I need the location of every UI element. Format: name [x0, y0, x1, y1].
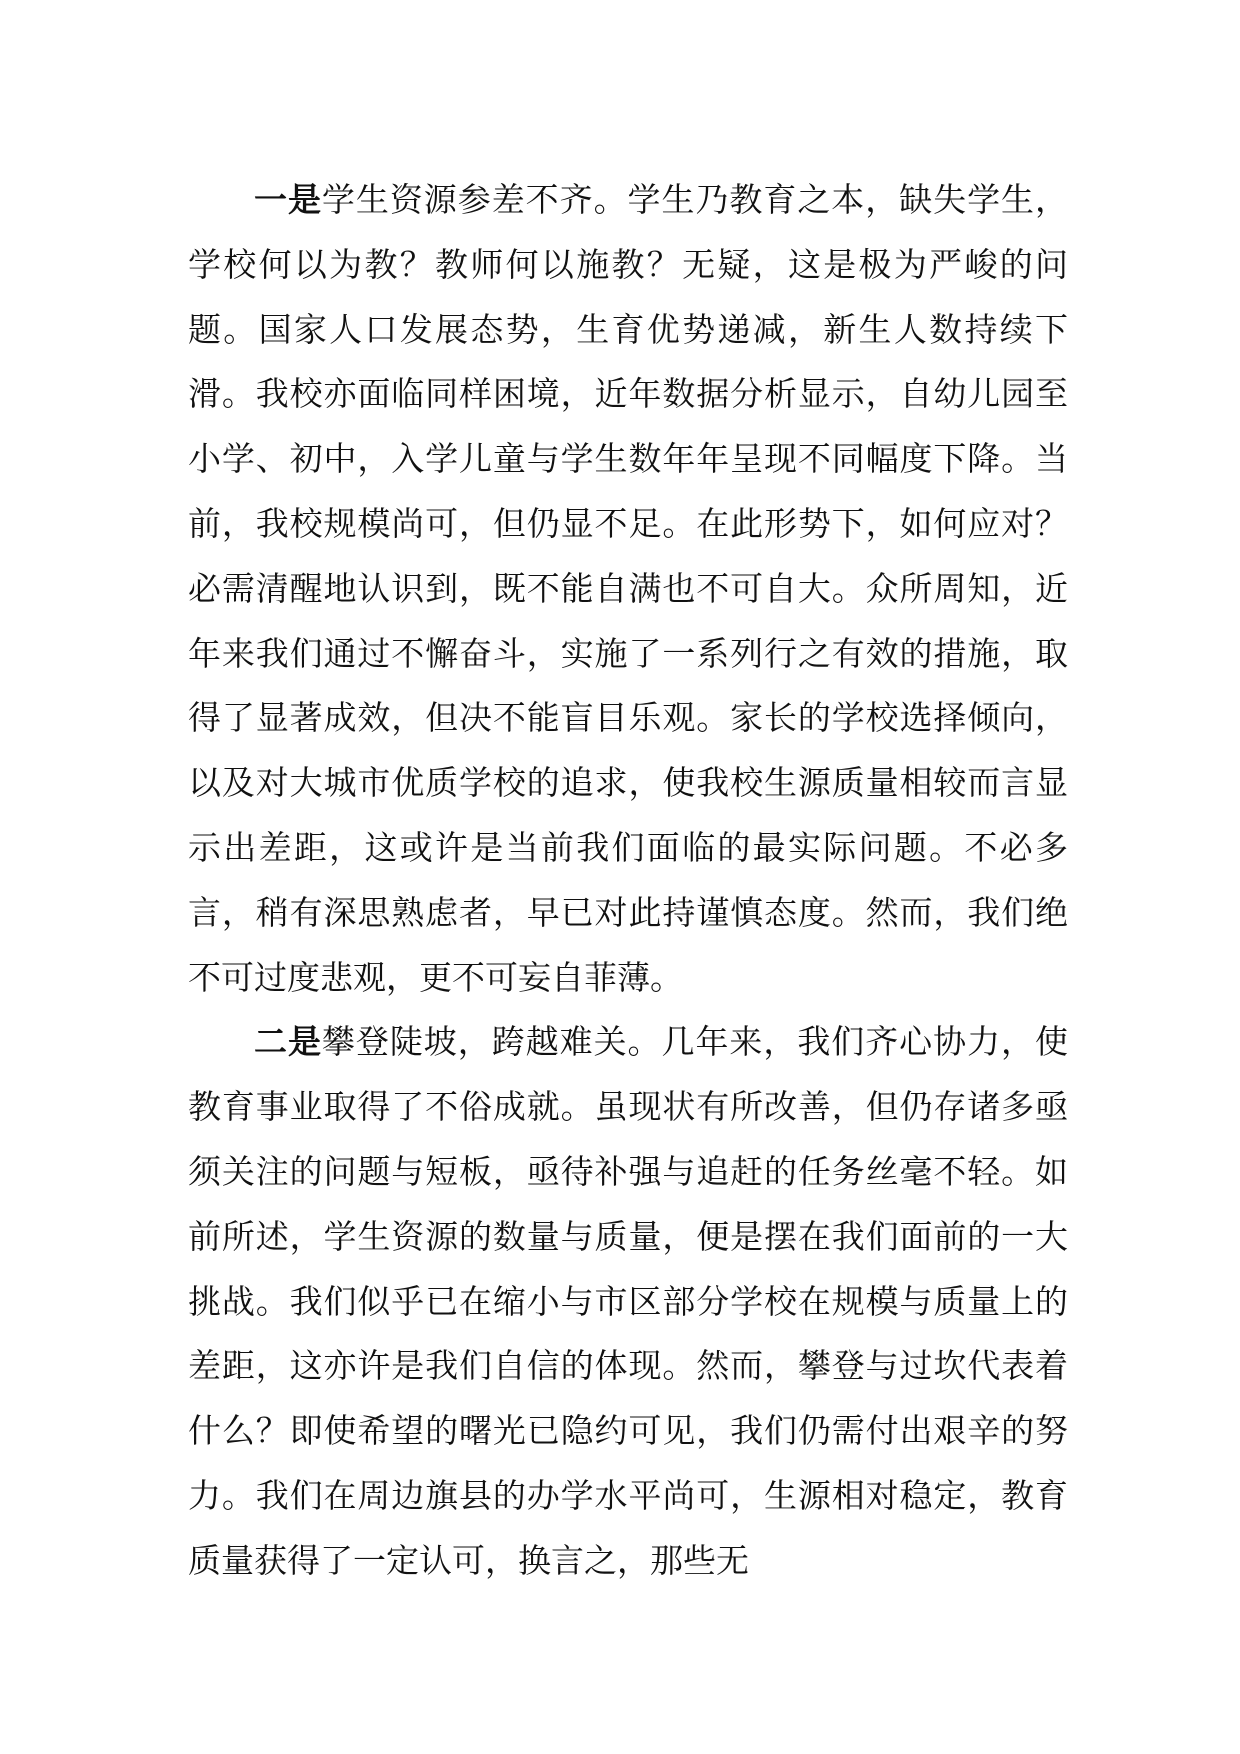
paragraph-1 — [188, 168, 1068, 1010]
document-body — [188, 168, 1068, 1594]
paragraph-2-text: 攀登陡坡，跨越难关。几年来，我们齐心协力，使教育事业取得了不俗成就。虽现状有所改善，但仍存诸多亟须关注的问题与短板，亟待补强与追赶的任务丝毫不轻。如前所述，学生资源的数量与质量，便是摆在我们面前的一大挑战。我们似乎已在缩小与市区部分学校在规模与质量上的差距，这亦许是我们自信的体现。然而，攀登与过坎代表着什么？即使希望的曙光已隐约可见，我们仍需付出艰辛的努力。我们在周边旗县的办学水平尚可，生源相对稳定，教育质量获得了一定认可，换言之，那些无 — [188, 1022, 1069, 1580]
paragraph-2 — [188, 1010, 1068, 1593]
paragraph-2-lead: 二是 — [254, 1022, 322, 1062]
paragraph-1-lead: 一是 — [254, 180, 322, 219]
paragraph-1-text: 学生资源参差不齐。学生乃教育之本，缺失学生，学校何以为教？教师何以施教？无疑，这是极为严峻的问题。国家人口发展态势，生育优势递减，新生人数持续下滑。我校亦面临同样困境，近年数据分析显示，自幼儿园至小学、初中，入学儿童与学生数年年呈现不同幅度下降。当前，我校规模尚可，但仍显不足。在此形势下，如何应对？必需清醒地认识到，既不能自满也不可自大。众所周知，近年来我们通过不懈奋斗，实施了一系列行之有效的措施，取得了显著成效，但决不能盲目乐观。家长的学校选择倾向，以及对大城市优质学校的追求，使我校生源质量相较而言显示出差距，这或许是当前我们面临的最实际问题。不必多言，稍有深思熟虑者，早已对此持谨慎态度。然而，我们绝不可过度悲观，更不可妄自菲薄。 — [188, 180, 1069, 997]
